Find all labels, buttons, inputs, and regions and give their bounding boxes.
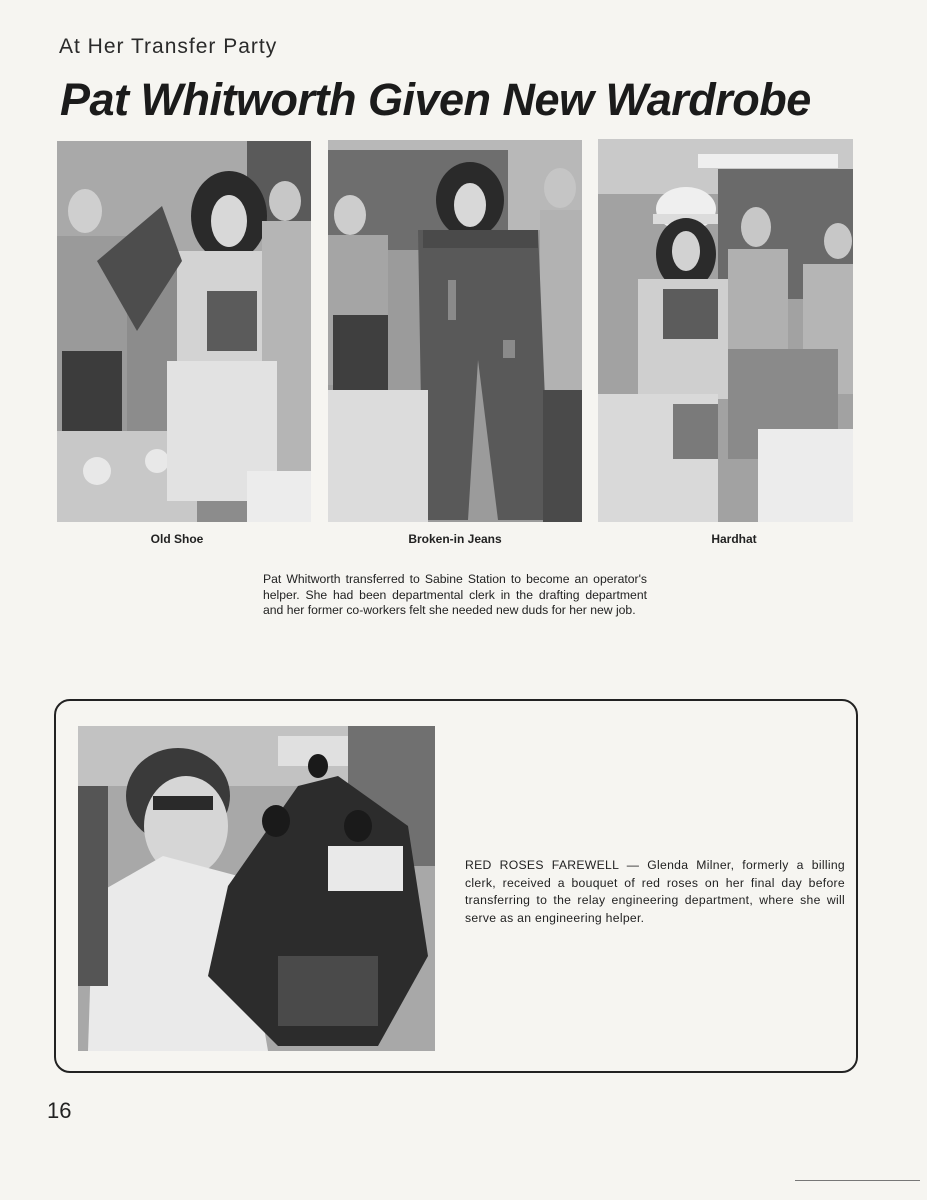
caption-broken-in-jeans: Broken-in Jeans: [408, 532, 502, 546]
photo-red-roses: [78, 726, 435, 1051]
footer-rule: [795, 1180, 920, 1181]
headline: Pat Whitworth Given New Wardrobe: [60, 74, 811, 125]
group-photo-icon: [328, 140, 582, 522]
caption-old-shoe: Old Shoe: [150, 532, 204, 546]
caption-hardhat: Hardhat: [711, 532, 757, 546]
portrait-with-roses-icon: [78, 726, 435, 1051]
story-text: Pat Whitworth transferred to Sabine Station to become an operator's helper. She had been departmental clerk in the drafting department and her former co-workers felt she needed new duds for her new job.: [263, 572, 647, 617]
page-number: 16: [47, 1098, 72, 1123]
photo-old-shoe: [57, 141, 311, 522]
farewell-text: RED ROSES FAREWELL — Glenda Milner, formerly a billing clerk, received a bouquet of red roses on her final day before transferring to the relay engineering department, where she will serve as an engineering helper.: [465, 858, 845, 925]
photo-broken-in-jeans: [328, 140, 582, 522]
group-photo-icon: [598, 139, 853, 522]
group-photo-icon: [57, 141, 311, 522]
kicker: At Her Transfer Party: [59, 35, 278, 58]
photo-hardhat: [598, 139, 853, 522]
